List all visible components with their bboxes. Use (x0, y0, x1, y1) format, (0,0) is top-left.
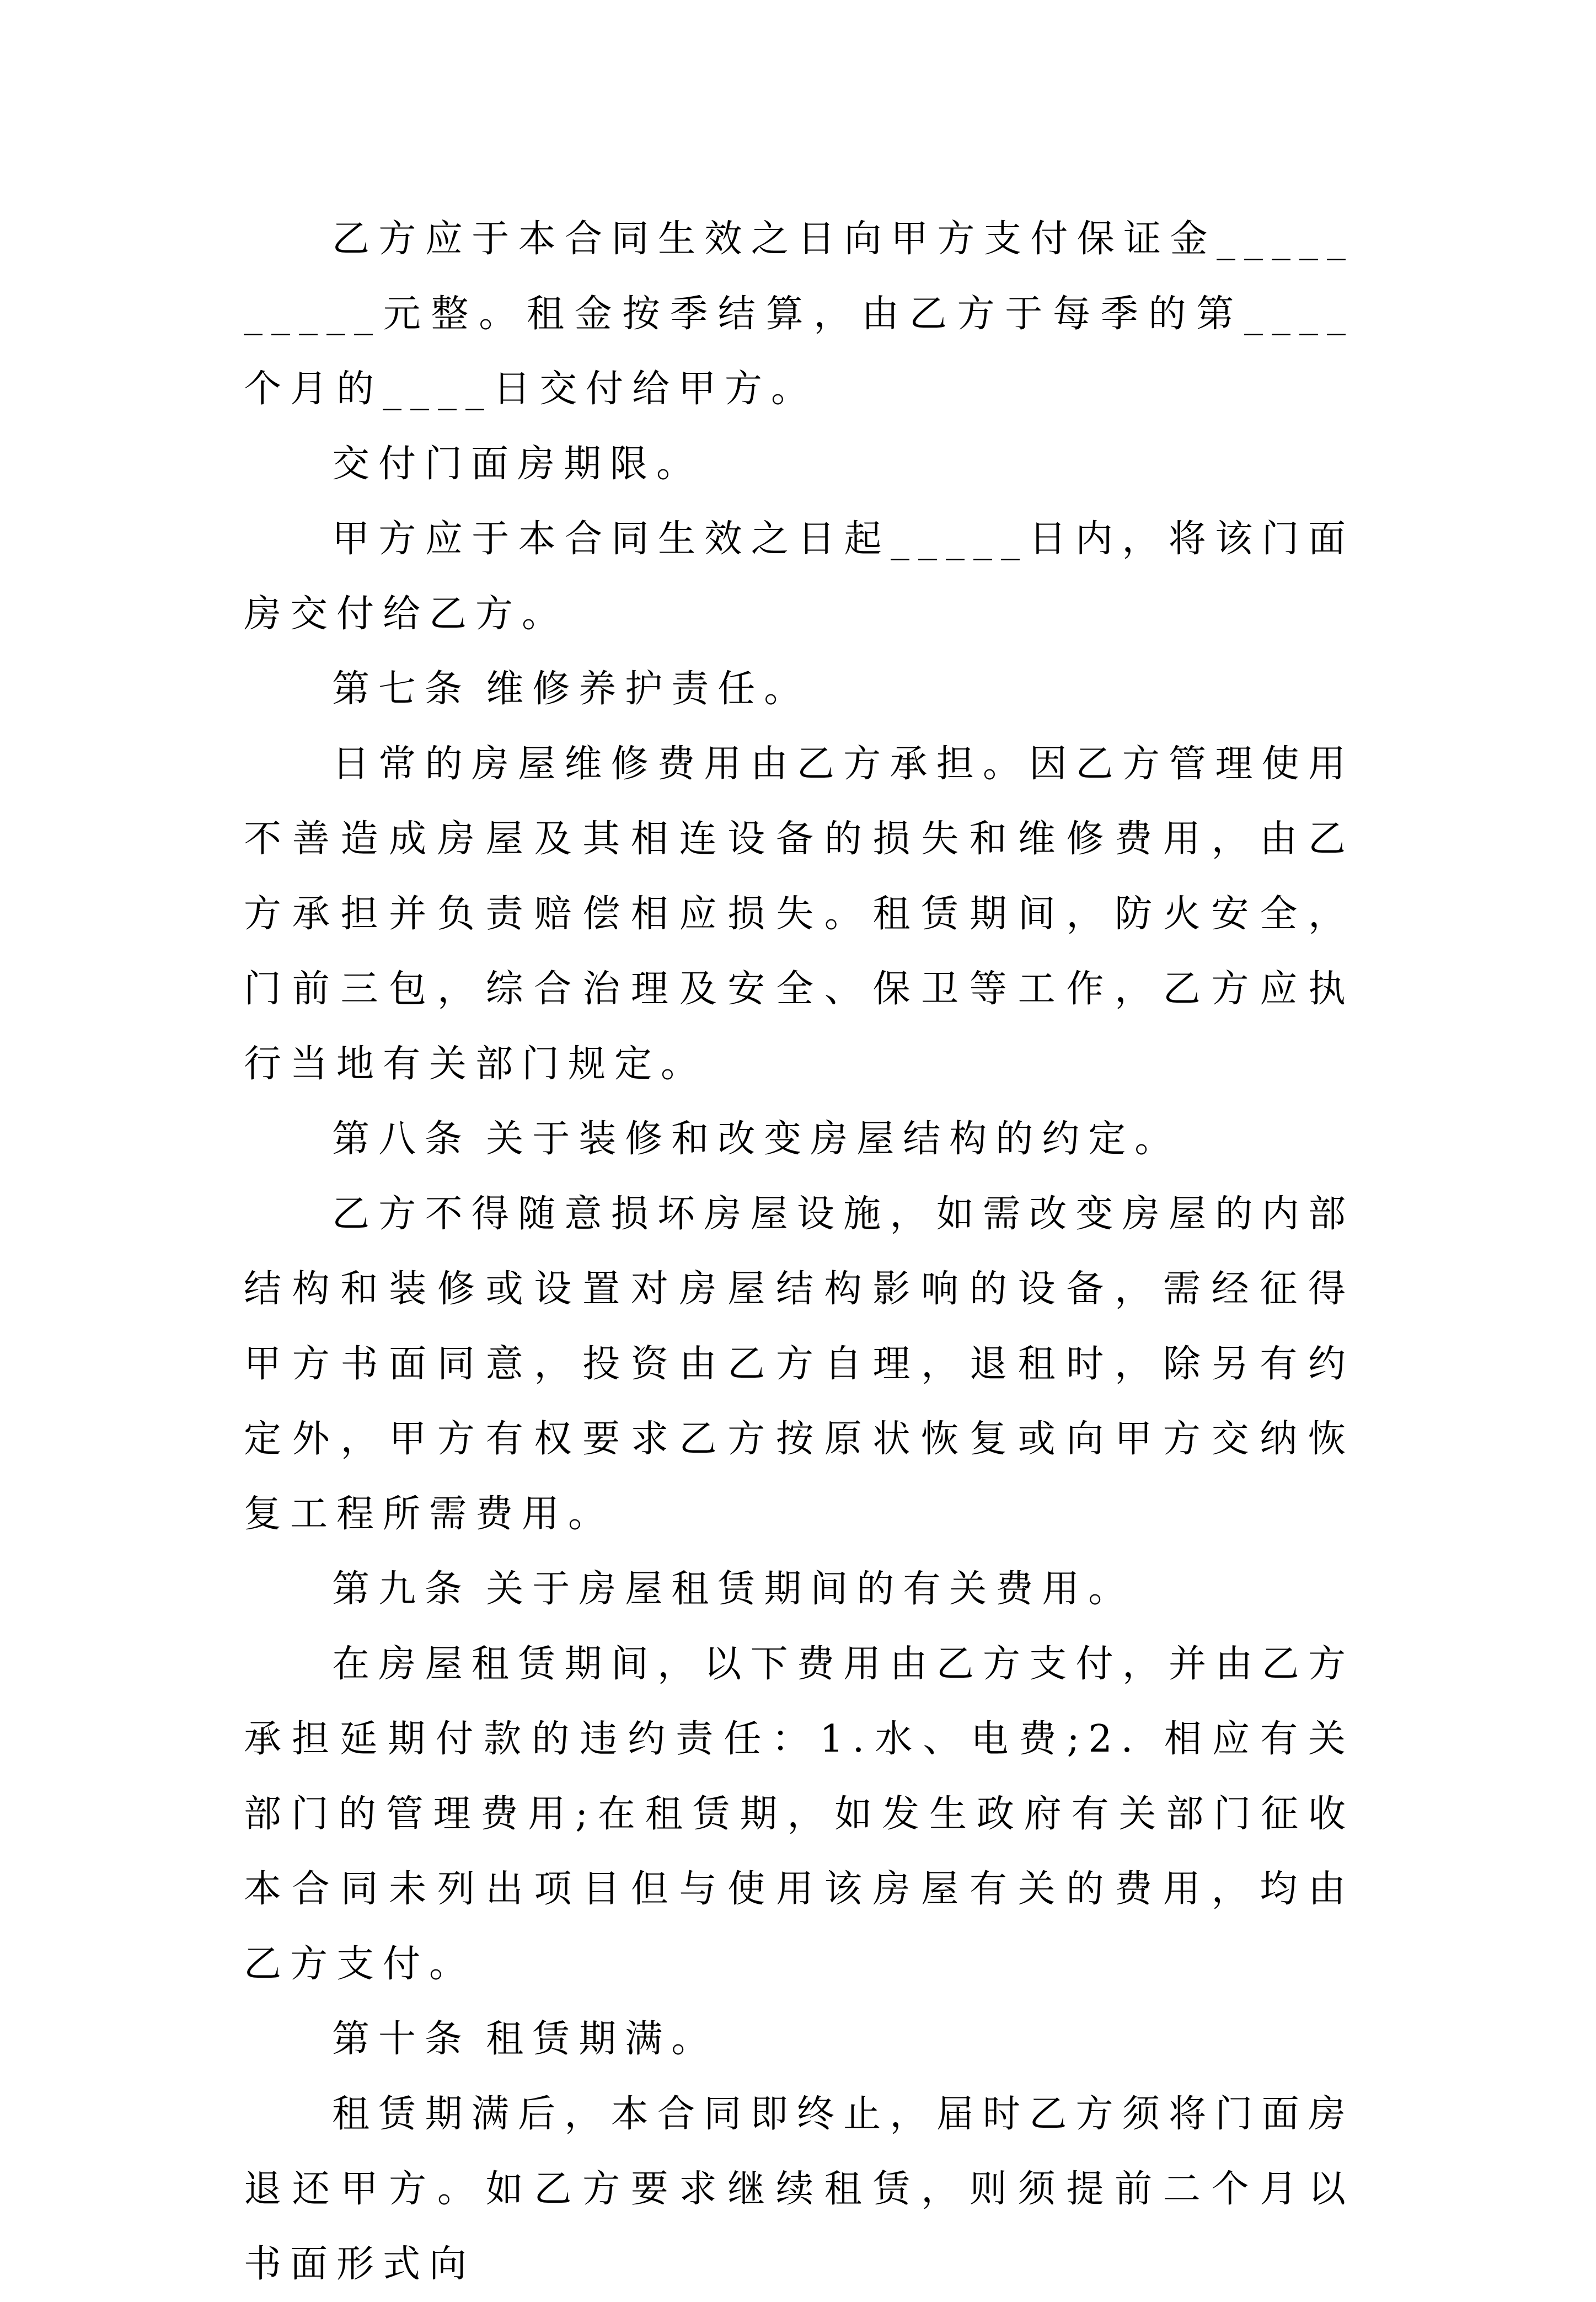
article-10-heading (244, 2002, 1354, 2077)
paragraph-handover-days: 甲方应于本合同生效之日起_____日内，将该门面房交付给乙方。 (244, 517, 1354, 636)
paragraph-deposit-rent: 乙方应于本合同生效之日向甲方支付保证金__________元整。租金按季结算，由乙方于每季的第____个月的____日交付给甲方。 (244, 217, 1354, 411)
paragraph-renovation: 乙方不得随意损坏房屋设施，如需改变房屋的内部结构和装修或设置对房屋结构影响的设备，需经征得甲方书面同意，投资由乙方自理，退租时，除另有约定外，甲方有权要求乙方按原状恢复或向甲方交纳恢复工程所需费用。 (244, 1192, 1354, 1536)
article-8-title: 关于装修和改变房屋结构的约定。 (486, 1117, 1181, 1161)
article-7-number: 第七条 (332, 667, 472, 711)
article-7-title: 维修养护责任。 (486, 667, 811, 711)
document-page (244, 202, 1354, 2302)
paragraph-maintenance: 日常的房屋维修费用由乙方承担。因乙方管理使用不善造成房屋及其相连设备的损失和维修费用，由乙方承担并负责赔偿相应损失。租赁期间，防火安全，门前三包，综合治理及安全、保卫等工作，乙方应执行当地有关部门规定。 (244, 742, 1354, 1086)
article-7-heading (244, 652, 1354, 727)
paragraph-lease-expiry: 租赁期满后，本合同即终止，届时乙方须将门面房退还甲方。如乙方要求继续租赁，则须提前二个月以书面形式向 (244, 2092, 1354, 2286)
paragraph-handover-term: 交付门面房期限。 (332, 442, 703, 486)
article-8-heading (244, 1102, 1354, 1177)
article-9-title: 关于房屋租赁期间的有关费用。 (486, 1567, 1135, 1611)
article-8-number: 第八条 (332, 1117, 472, 1161)
article-10-number: 第十条 (332, 2017, 472, 2061)
article-9-number: 第九条 (332, 1567, 472, 1611)
paragraph-fees: 在房屋租赁期间，以下费用由乙方支付，并由乙方承担延期付款的违约责任：1.水、电费;2. 相应有关部门的管理费用;在租赁期，如发生政府有关部门征收本合同未列出项目但与使用该房屋有关的费用，均由乙方支付。 (244, 1642, 1354, 1986)
article-9-heading (244, 1552, 1354, 1627)
article-10-title: 租赁期满。 (486, 2017, 718, 2061)
